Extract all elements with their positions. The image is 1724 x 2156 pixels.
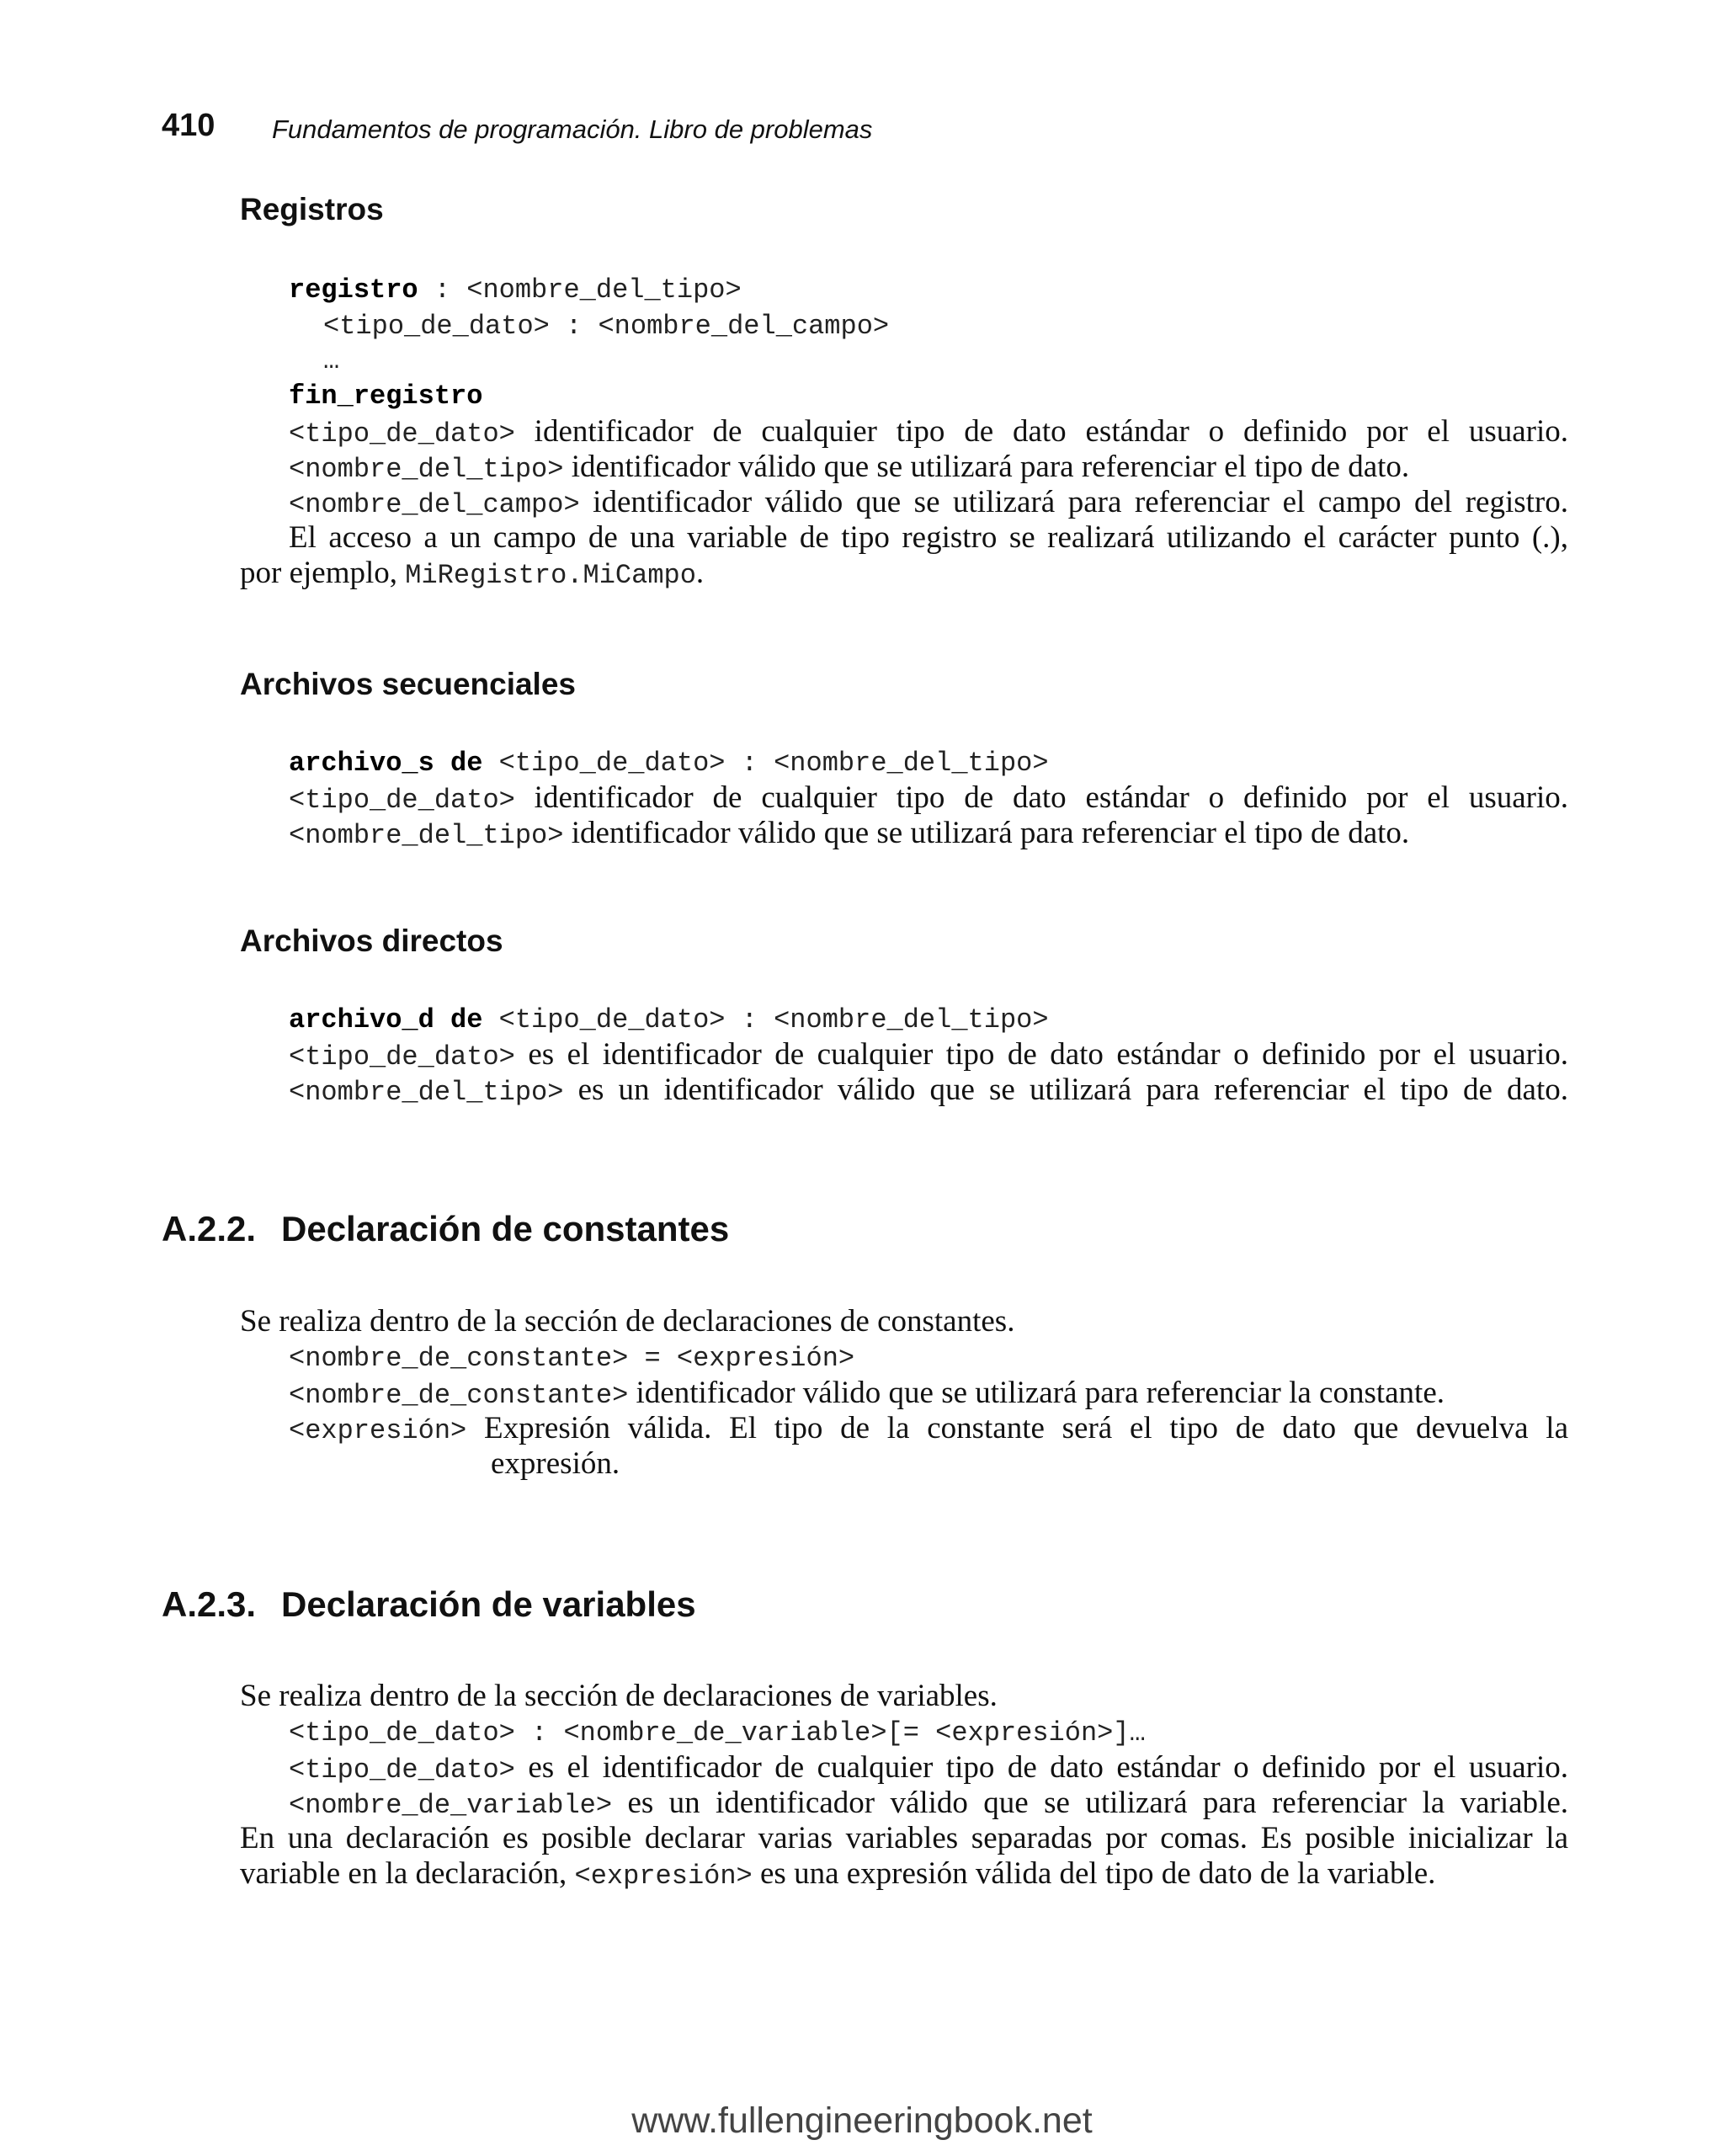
- definition-text: es un identificador válido que se utilizará para referenciar el tipo de dato.: [563, 1073, 1568, 1107]
- running-title: Fundamentos de programación. Libro de problemas: [272, 114, 873, 144]
- code-constante: <nombre_de_constante> = <expresión>: [289, 1343, 855, 1374]
- definition-term: <tipo_de_dato>: [289, 418, 515, 450]
- keyword-archivo-s: archivo_s de: [289, 748, 483, 779]
- section-number: A.2.2.: [162, 1209, 257, 1248]
- definition-text: identificador válido que se utilizará para referenciar el tipo de dato.: [563, 450, 1410, 484]
- inline-code: <expresión>: [574, 1861, 753, 1892]
- code-text: <tipo_de_dato> : <nombre_del_tipo>: [482, 1004, 1049, 1035]
- paragraph-text: variable en la declaración,: [240, 1856, 575, 1891]
- code-text: : <nombre_del_tipo>: [418, 274, 742, 306]
- definition-term: <nombre_de_constante>: [289, 1380, 629, 1411]
- page-number: 410: [162, 108, 216, 143]
- paragraph-line: [240, 555, 1568, 591]
- paragraph-line: El acceso a un campo de una variable de tipo registro se realizará utilizando el carácter punto (.),: [289, 520, 1568, 555]
- code-archivo-s: [289, 748, 1049, 779]
- code-registro-line1: [289, 274, 742, 306]
- code-registro-line2: <tipo_de_dato> : <nombre_del_campo>: [323, 311, 890, 342]
- heading-archivos-secuenciales: Archivos secuenciales: [240, 667, 576, 701]
- inline-code: MiRegistro.MiCampo: [405, 560, 696, 591]
- paragraph-line: En una declaración es posible declarar varias variables separadas por comas. Es posible inicializar la: [240, 1821, 1568, 1855]
- definition-term: <tipo_de_dato>: [289, 1041, 515, 1073]
- paragraph-line: Se realiza dentro de la sección de declaraciones de constantes.: [240, 1304, 1015, 1339]
- code-archivo-d: [289, 1004, 1049, 1035]
- definition-continuation: expresión.: [491, 1446, 620, 1481]
- definition-text: identificador válido que se utilizará para referenciar el campo del registro.: [579, 485, 1568, 519]
- definition-line: [289, 815, 1568, 851]
- definition-line: [289, 449, 1568, 485]
- definition-line: [289, 1375, 1568, 1411]
- definition-term: <tipo_de_dato>: [289, 785, 515, 816]
- keyword-archivo-d: archivo_d de: [289, 1004, 483, 1035]
- paragraph-line: Se realiza dentro de la sección de declaraciones de variables.: [240, 1679, 998, 1713]
- code-ellipsis: …: [323, 345, 340, 376]
- definition-text: identificador de cualquier tipo de dato estándar o definido por el usuario.: [514, 414, 1568, 449]
- paragraph-text: por ejemplo,: [240, 556, 406, 590]
- definition-text: es un identificador válido que se utilizará para referenciar la variable.: [612, 1786, 1568, 1820]
- code-registro-end: [289, 381, 482, 412]
- definition-line: [289, 484, 1568, 520]
- heading-registros: Registros: [240, 192, 384, 226]
- definition-term: <nombre_del_tipo>: [289, 820, 564, 851]
- definition-line: [289, 1785, 1568, 1821]
- definition-text: es el identificador de cualquier tipo de dato estándar o definido por el usuario.: [514, 1750, 1568, 1785]
- section-title: Declaración de constantes: [281, 1209, 730, 1248]
- paragraph-text: es una expresión válida del tipo de dato de la variable.: [752, 1856, 1436, 1891]
- definition-text: es el identificador de cualquier tipo de dato estándar o definido por el usuario.: [514, 1037, 1568, 1072]
- section-number: A.2.3.: [162, 1584, 257, 1624]
- paragraph-line: [240, 1855, 1568, 1892]
- definition-term: <tipo_de_dato>: [289, 1754, 515, 1786]
- heading-declaracion-constantes: [162, 1209, 729, 1249]
- definition-line: [289, 1072, 1568, 1108]
- heading-archivos-directos: Archivos directos: [240, 924, 503, 958]
- footer-url: www.fullengineeringbook.net: [631, 2100, 1093, 2141]
- definition-line: [289, 1036, 1568, 1073]
- keyword-registro: registro: [289, 274, 418, 306]
- definition-term: <nombre_del_campo>: [289, 489, 580, 520]
- definition-line: [289, 1749, 1568, 1786]
- code-variable: <tipo_de_dato> : <nombre_de_variable>[= <expresión>]…: [289, 1717, 1146, 1749]
- heading-declaracion-variables: [162, 1584, 696, 1625]
- definition-term: <expresión>: [289, 1415, 467, 1446]
- code-text: <tipo_de_dato> : <nombre_del_tipo>: [482, 748, 1049, 779]
- section-title: Declaración de variables: [281, 1584, 696, 1624]
- definition-line: [289, 413, 1568, 450]
- definition-term: <nombre_de_variable>: [289, 1790, 613, 1821]
- definition-line: [289, 1410, 1568, 1446]
- definition-term: <nombre_del_tipo>: [289, 454, 564, 485]
- paragraph-text: .: [695, 556, 705, 590]
- definition-term: <nombre_del_tipo>: [289, 1077, 564, 1108]
- definition-text: Expresión válida. El tipo de la constante será el tipo de dato que devuelva la: [466, 1411, 1568, 1445]
- definition-text: identificador válido que se utilizará para referenciar la constante.: [628, 1376, 1445, 1410]
- definition-text: identificador válido que se utilizará para referenciar el tipo de dato.: [563, 816, 1410, 850]
- definition-text: identificador de cualquier tipo de dato estándar o definido por el usuario.: [514, 780, 1568, 815]
- definition-line: [289, 780, 1568, 816]
- keyword-fin-registro: fin_registro: [289, 381, 483, 412]
